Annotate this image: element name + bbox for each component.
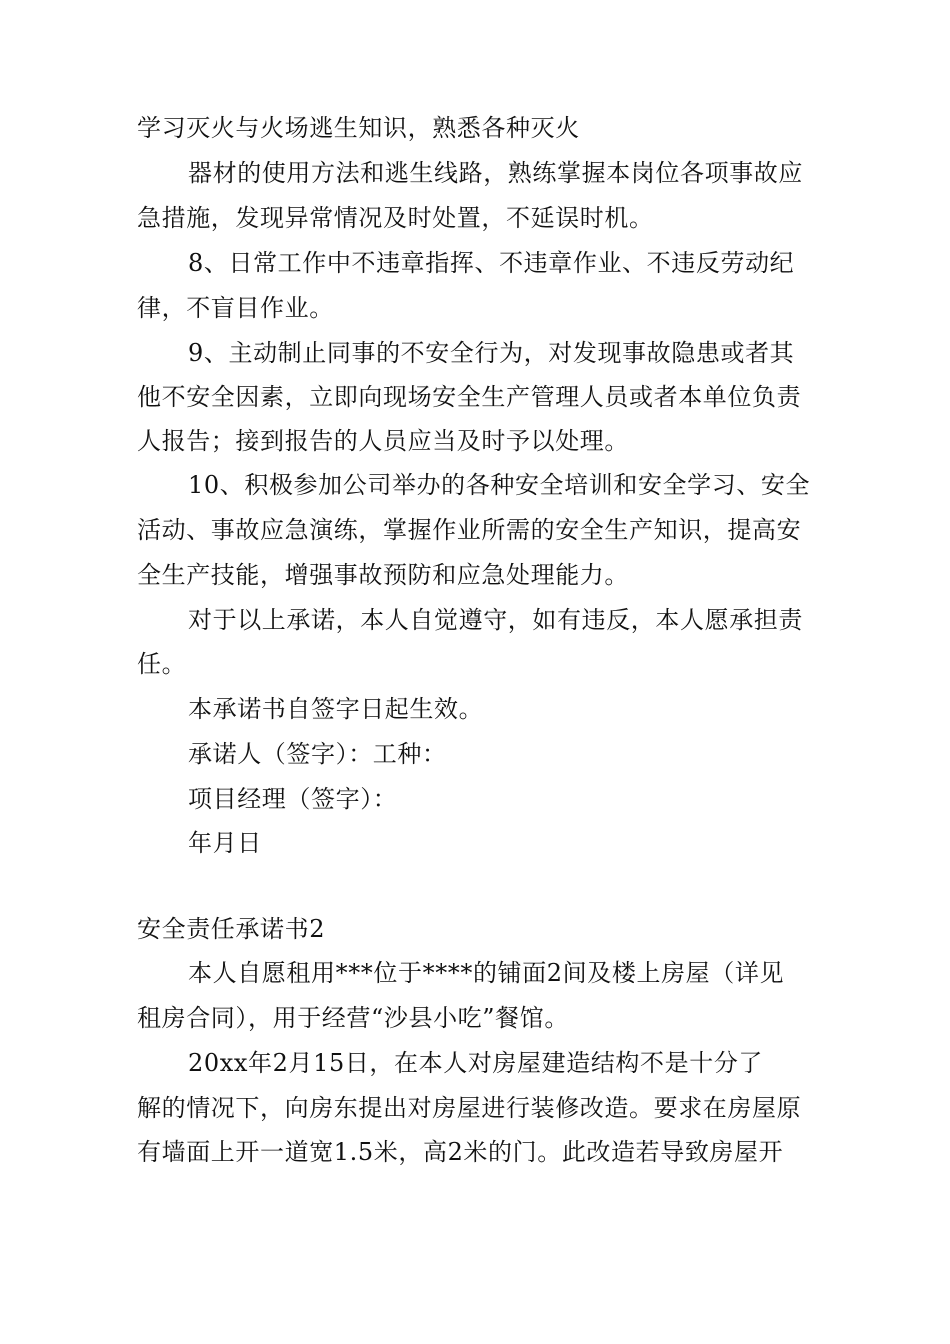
text-line: 本人自愿租用***位于****的铺面2间及楼上房屋（详见 xyxy=(188,959,785,987)
text-line: 本承诺书自签字日起生效。 xyxy=(188,695,484,723)
text-line: 对于以上承诺，本人自觉遵守，如有违反，本人愿承担责 xyxy=(188,606,803,634)
signer-line: 承诺人（签字）：工种： xyxy=(188,740,447,768)
text-line: 有墙面上开一道宽1.5米，高2米的门。此改造若导致房屋开 xyxy=(137,1138,784,1166)
date-line: 年月日 xyxy=(188,829,262,857)
text-line: 人报告；接到报告的人员应当及时予以处理。 xyxy=(137,427,629,455)
section-title: 安全责任承诺书2 xyxy=(137,915,326,943)
text-line: 律，不盲目作业。 xyxy=(137,294,334,322)
text-line: 全生产技能，增强事故预防和应急处理能力。 xyxy=(137,561,629,589)
text-line: 租房合同），用于经营“沙县小吃”餐馆。 xyxy=(137,1004,569,1032)
text-line: 急措施，发现异常情况及时处置，不延误时机。 xyxy=(137,204,654,232)
manager-signature-line: 项目经理（签字）： xyxy=(188,785,398,813)
text-line: 10、积极参加公司举办的各种安全培训和安全学习、安全 xyxy=(188,471,811,499)
text-line: 他不安全因素，立即向现场安全生产管理人员或者本单位负责 xyxy=(137,383,802,411)
text-line: 解的情况下，向房东提出对房屋进行装修改造。要求在房屋原 xyxy=(137,1094,802,1122)
text-line: 活动、事故应急演练，掌握作业所需的安全生产知识，提高安 xyxy=(137,516,802,544)
text-line: 学习灭火与火场逃生知识，熟悉各种灭火 xyxy=(137,114,580,142)
text-line: 20xx年2月15日，在本人对房屋建造结构不是十分了 xyxy=(188,1049,764,1077)
text-line: 8、日常工作中不违章指挥、不违章作业、不违反劳动纪 xyxy=(188,249,795,277)
text-line: 9、主动制止同事的不安全行为，对发现事故隐患或者其 xyxy=(188,339,795,367)
text-line: 器材的使用方法和逃生线路，熟练掌握本岗位各项事故应 xyxy=(188,159,803,187)
text-line: 任。 xyxy=(137,650,187,678)
